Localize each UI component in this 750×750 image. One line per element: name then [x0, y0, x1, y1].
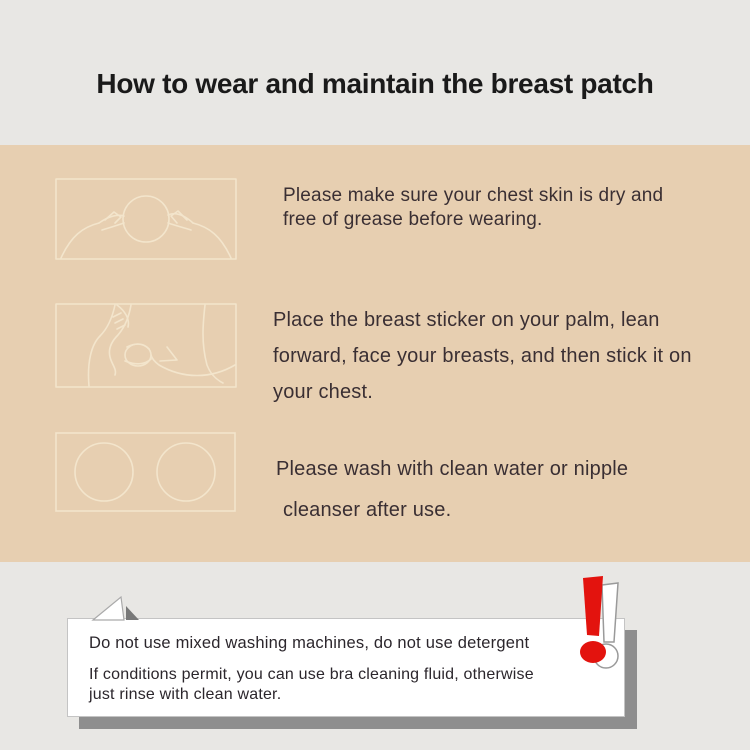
step-2-text	[273, 302, 692, 410]
exclamation-icon	[572, 571, 642, 678]
warning-para-line-2: just rinse with clean water.	[89, 686, 282, 703]
warning-paragraph	[89, 665, 534, 705]
step-3-text	[276, 449, 628, 531]
warning-para-line-1: If conditions permit, you can use bra cleaning fluid, otherwise	[89, 666, 534, 683]
warning-line-1: Do not use mixed washing machines, do not use detergent	[89, 634, 530, 652]
applying-patch-to-chest-illustration	[55, 303, 237, 388]
hands-stretching-patch-illustration	[55, 178, 237, 260]
callout-tail-icon	[88, 595, 144, 628]
step-1-text	[283, 184, 663, 232]
two-breast-patches-illustration	[55, 432, 236, 512]
warning-callout-box	[67, 618, 625, 717]
page-title: How to wear and maintain the breast patch	[96, 68, 654, 99]
step-1-line-1: Please make sure your chest skin is dry and	[283, 185, 664, 206]
step-2-line-2: forward, face your breasts, and then stick it on	[273, 345, 692, 367]
step-2-line-3: your chest.	[273, 381, 374, 403]
step-2-line-1: Place the breast sticker on your palm, lean	[273, 309, 660, 331]
step-3-line-2: cleanser after use.	[283, 499, 452, 521]
step-1-line-2: free of grease before wearing.	[283, 209, 543, 230]
step-3-line-1: Please wash with clean water or nipple	[276, 458, 629, 480]
